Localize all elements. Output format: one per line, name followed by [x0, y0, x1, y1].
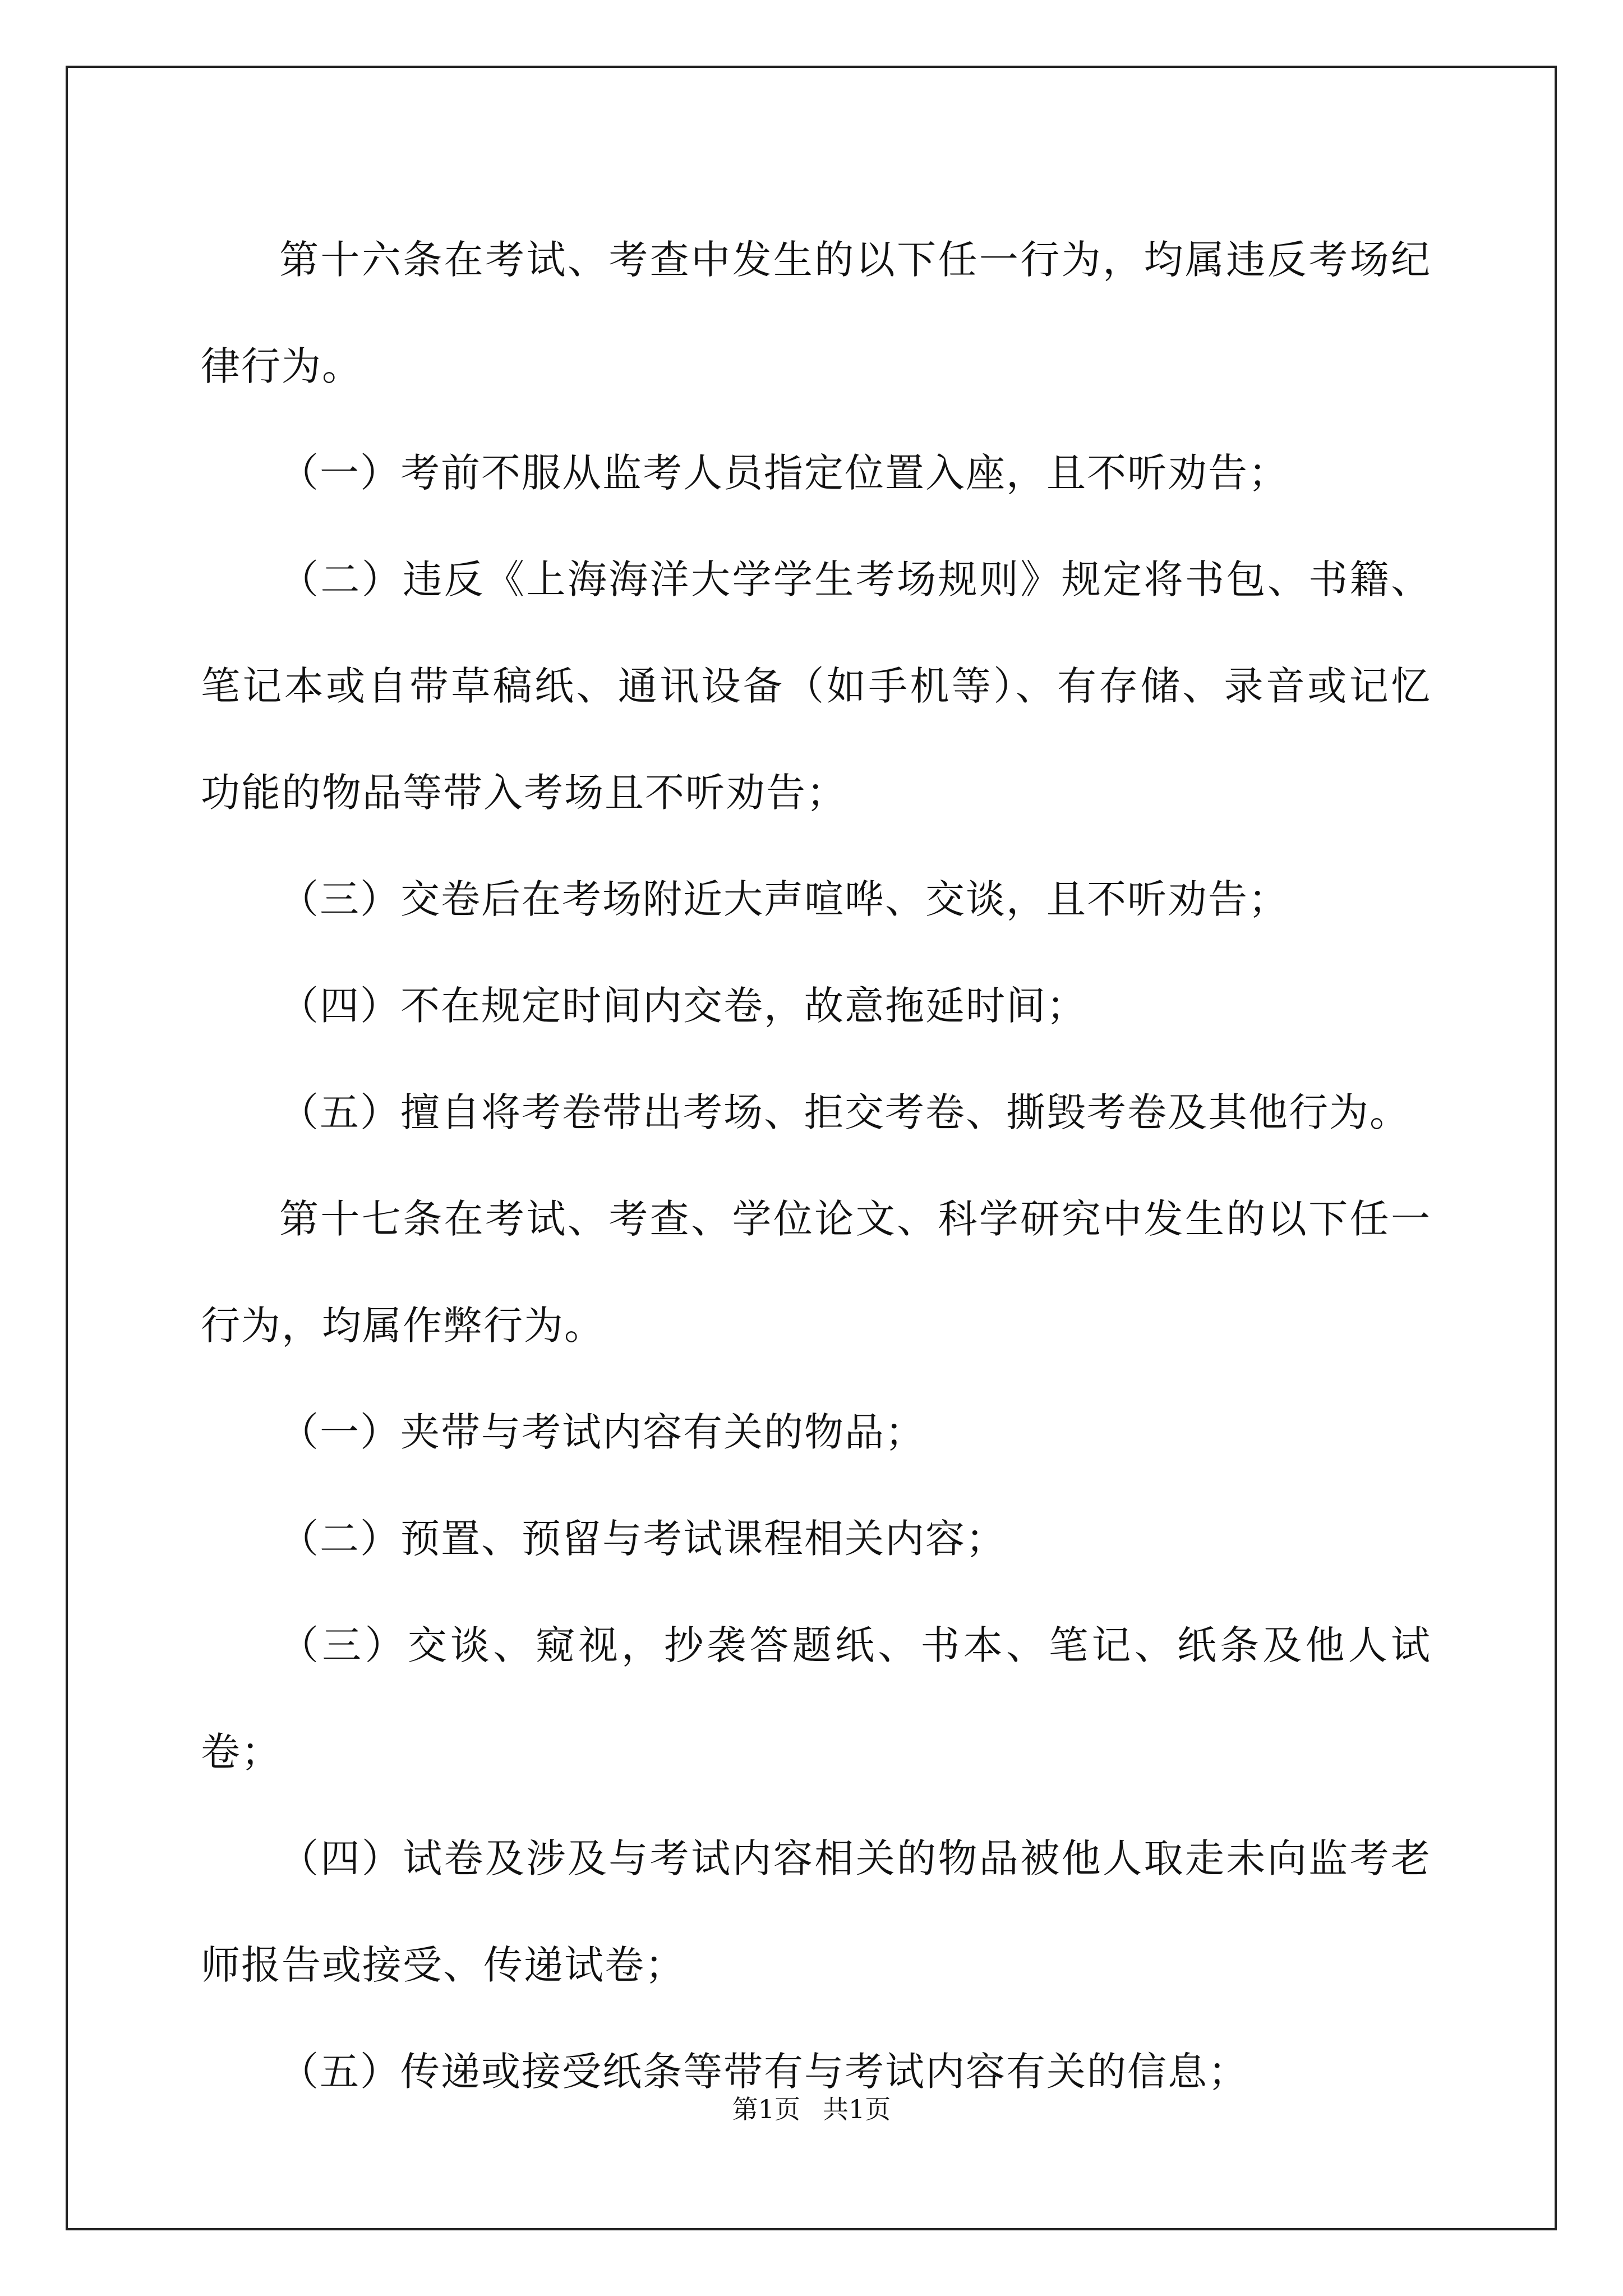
- page-number: 第1页: [732, 2094, 800, 2124]
- article-16-item-2: （二）违反《上海海洋大学学生考场规则》规定将书包、书籍、笔记本或自带草稿纸、通讯设备（如手机等）、有存储、录音或记忆功能的物品等带入考场且不听劝告；: [201, 556, 1431, 816]
- page-total: 共1页: [823, 2094, 891, 2124]
- article-17-item-5: （五）传递或接受纸条等带有与考试内容有关的信息；: [279, 2049, 1248, 2095]
- article-16-item-3: （三）交卷后在考场附近大声喧哗、交谈，且不听劝告；: [279, 876, 1289, 922]
- article-17-item-1: （一）夹带与考试内容有关的物品；: [279, 1409, 925, 1455]
- article-16-item-1: （一）考前不服从监考人员指定位置入座，且不听劝告；: [279, 450, 1289, 496]
- page-footer: [0, 2092, 1623, 2126]
- article-17-item-4: （四）试卷及涉及与考试内容相关的物品被他人取走未向监考老师报告或接受、传递试卷；: [201, 1835, 1431, 1988]
- article-16-heading: 第十六条在考试、考查中发生的以下任一行为，均属违反考场纪律行为。: [201, 237, 1431, 389]
- article-16-item-4: （四）不在规定时间内交卷，故意拖延时间；: [279, 983, 1087, 1029]
- article-17-item-2: （二）预置、预留与考试课程相关内容；: [279, 1516, 1006, 1562]
- article-17-heading: 第十七条在考试、考查、学位论文、科学研究中发生的以下任一行为，均属作弊行为。: [201, 1196, 1431, 1349]
- article-17-item-3: （三）交谈、窥视，抄袭答题纸、书本、笔记、纸条及他人试卷；: [201, 1622, 1431, 1775]
- document-body: [201, 206, 1431, 2125]
- article-16-item-5: （五）擅自将考卷带出考场、拒交考卷、撕毁考卷及其他行为。: [279, 1089, 1410, 1135]
